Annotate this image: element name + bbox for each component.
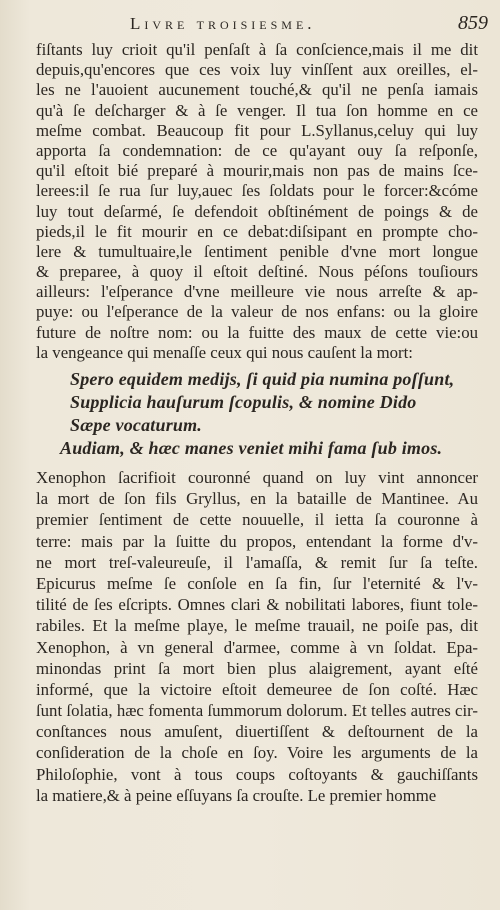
text-line: qu'à ſe deſcharger & à ſe venger. Il tua ſon homme en ce bbox=[36, 100, 478, 120]
text-line: premier ſentiment de cette nouuelle, il ietta ſa couronne à bbox=[36, 510, 478, 530]
running-title: Livre troisiesme. bbox=[130, 14, 316, 33]
text-line: minondas print ſa mort bien plus alaigrement, ayant eſté bbox=[36, 658, 478, 678]
text-line: future de noſtre nom: ou la fuitte des maux de cette vie:ou bbox=[36, 322, 478, 342]
text-line: la vengeance qui menaſſe ceux qui nous cauſent la mort: bbox=[36, 342, 413, 362]
text-line: tilité de ſes eſcripts. Omnes clari & nobilitati labores, fiunt tole- bbox=[36, 595, 478, 615]
text-line: la mort de ſon fils Gryllus, en la bataille de Mantinee. Au bbox=[36, 489, 478, 509]
text-line: ailleurs: l'eſperance d'vne meilleure vie nous arreſte & ap- bbox=[36, 282, 478, 302]
text-line: puye: ou l'eſperance de la valeur de nos enfans: ou la gloire bbox=[36, 302, 478, 322]
verse-line: Sæpe vocaturum. bbox=[70, 415, 203, 435]
text-line: lere & tumultuaire,le ſentiment penible d'vne mort longue bbox=[36, 241, 478, 261]
paragraph-a bbox=[36, 40, 478, 363]
text-line: pieds,il le fit mourir en ce debat:diſsipant en prompte cho- bbox=[36, 221, 478, 241]
text-line: & preparee, à quoy il eſtoit deſtiné. Nous péſons touſiours bbox=[36, 262, 478, 282]
text-line: ſunt ſolatia, hæc fomenta ſummorum dolorum. Et telles autres cir- bbox=[36, 701, 478, 721]
verse-line: Supplicia hauſurum ſcopulis, & nomine Dido bbox=[70, 392, 417, 412]
text-line: informé, que la victoire eſtoit demeuree de ſon coſté. Hæc bbox=[36, 679, 478, 699]
paragraph-b bbox=[36, 467, 478, 806]
text-line: la matiere,& à peine eſſuyans ſa crouſte. Le premier homme bbox=[36, 785, 437, 805]
page-header bbox=[130, 12, 488, 36]
text-line: ne mort treſ-valeureuſe, il l'amaſſa, & remit ſur ſa teſte. bbox=[36, 552, 478, 572]
text-line: meſme combat. Beaucoup fit pour L.Syllanus,celuy qui luy bbox=[36, 120, 478, 140]
text-line: luy tout deſarmé, ſe defendoit obſtinément de poings & de bbox=[36, 201, 478, 221]
verse-line: Spero equidem medijs, ſi quid pia numina poſſunt, bbox=[70, 369, 455, 389]
text-line: lerees:il ſe rua ſur luy,auec ſes ſoldats pour le forcer:&cóme bbox=[36, 181, 478, 201]
text-line: qu'il eſtoit bié preparé à mourir,mais non pas de mains ſce- bbox=[36, 161, 478, 181]
text-line: les ne l'auoient aucunement touché,& qu'il ne penſa iamais bbox=[36, 80, 478, 100]
page-body bbox=[36, 40, 478, 806]
text-line: Epicurus meſme ſe conſole en ſa fin, ſur l'eternité & l'v- bbox=[36, 573, 478, 593]
text-line: depuis,qu'encores que ces voix luy vinſſent aux oreilles, el- bbox=[36, 60, 478, 80]
text-line: terre: mais par la ſuitte du propos, entendant la forme d'v- bbox=[36, 531, 478, 551]
text-line: Philoſophie, vont à tous coups coſtoyants & gauchiſſants bbox=[36, 764, 478, 784]
text-line: conſideration de la choſe en ſoy. Voire les arguments de la bbox=[36, 743, 478, 763]
text-line: conſtances nous amuſent, diuertiſſent & deſtournent de la bbox=[36, 722, 478, 742]
verse-line: Audiam, & hæc manes veniet mihi fama ſub imos. bbox=[60, 438, 443, 458]
page-number: 859 bbox=[458, 12, 488, 34]
text-line: fiſtants luy crioit qu'il penſaſt à ſa conſcience,mais il me dit bbox=[36, 40, 478, 59]
latin-verse-quote bbox=[36, 369, 478, 461]
text-line: rabiles. Et la meſme playe, le meſme trauail, ne poiſe pas, dit bbox=[36, 616, 478, 636]
text-line: apporta ſa condemnation: de ce qu'ayant ouy ſa reſponſe, bbox=[36, 140, 478, 160]
text-line: Xenophon, à vn general d'armee, comme à vn ſoldat. Epa- bbox=[36, 637, 478, 657]
text-line: Xenophon ſacrifioit couronné quand on luy vint annoncer bbox=[36, 468, 478, 487]
